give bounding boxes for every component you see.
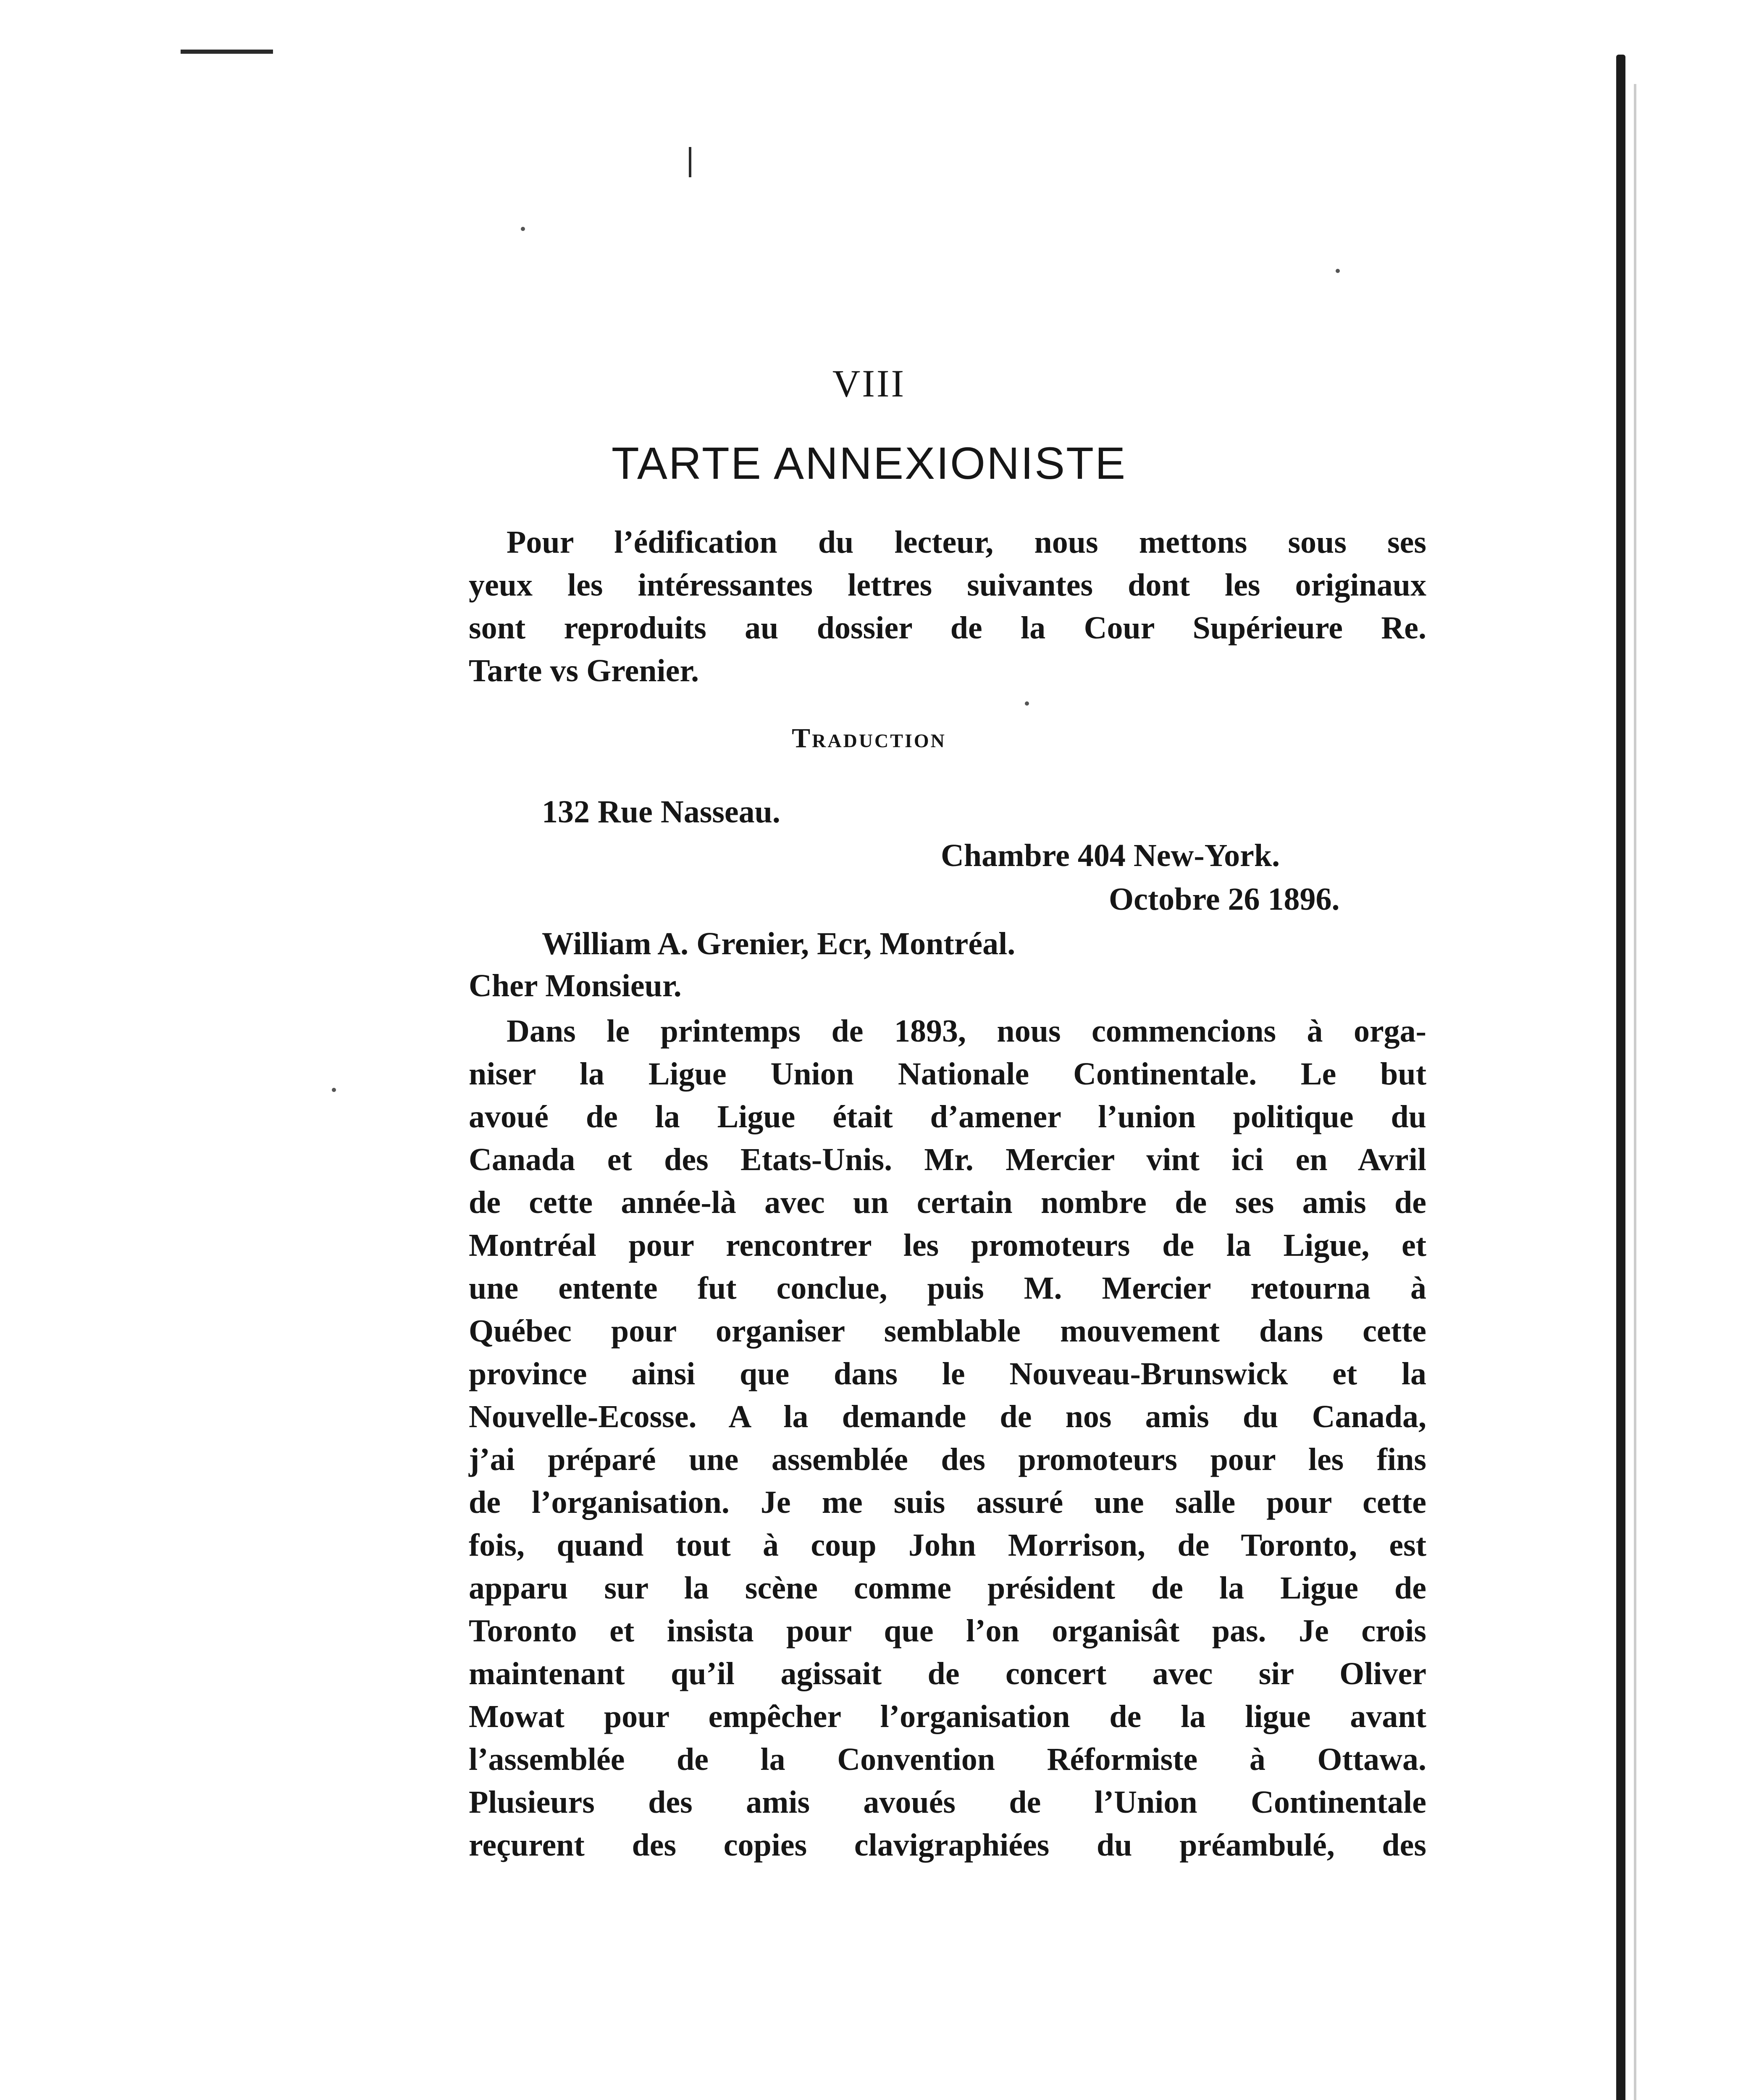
letter-address-street: 132 Rue Nasseau. <box>542 794 780 830</box>
letter-line: province ainsi que dans le Nouveau-Brunswick et la <box>469 1356 1426 1391</box>
letter-line: Dans le printemps de 1893, nous commencions à orga- <box>507 1013 1426 1049</box>
scan-mark-top-left <box>181 50 273 54</box>
letter-line: Nouvelle-Ecosse. A la demande de nos amis du Canada, <box>469 1399 1426 1434</box>
letter-line: une entente fut conclue, puis M. Mercier retourna à <box>469 1270 1426 1306</box>
letter-line: Toronto et insista pour que l’on organisât pas. Je crois <box>469 1613 1426 1648</box>
letter-line: reçurent des copies clavigraphiées du préambulé, des <box>469 1827 1426 1863</box>
letter-line: avoué de la Ligue était d’amener l’union politique du <box>469 1099 1426 1134</box>
letter-salutation: Cher Monsieur. <box>469 968 682 1003</box>
letter-line: Canada et des Etats-Unis. Mr. Mercier vint ici en Avril <box>469 1142 1426 1177</box>
letter-line: Montréal pour rencontrer les promoteurs de la Ligue, et <box>469 1228 1426 1263</box>
letter-line: j’ai préparé une assemblée des promoteurs pour les fins <box>469 1442 1426 1477</box>
intro-line: yeux les intéressantes lettres suivantes dont les originaux <box>469 567 1426 603</box>
intro-line: Pour l’édification du lecteur, nous mettons sous ses <box>507 525 1426 560</box>
letter-line: Québec pour organiser semblable mouvement dans cette <box>469 1313 1426 1349</box>
letter-line: de cette année-là avec un certain nombre de ses amis de <box>469 1185 1426 1220</box>
letter-line: niser la Ligue Union Nationale Continentale. Le but <box>469 1056 1426 1092</box>
intro-line: Tarte vs Grenier. <box>469 653 699 688</box>
letter-address-room: Chambre 404 New-York. <box>941 838 1280 873</box>
letter-line: apparu sur la scène comme président de la Ligue de <box>469 1570 1426 1606</box>
scan-speck <box>332 1088 336 1092</box>
scan-speck <box>1025 701 1029 706</box>
letter-line: Plusieurs des amis avoués de l’Union Continentale <box>469 1785 1426 1820</box>
letter-recipient: William A. Grenier, Ecr, Montréal. <box>542 926 1016 961</box>
chapter-number: VIII <box>832 362 906 405</box>
scan-speck <box>521 227 525 231</box>
letter-body <box>469 1010 1426 1866</box>
letter-line: l’assemblée de la Convention Réformiste à Ottawa. <box>469 1742 1426 1777</box>
letter-line: fois, quand tout à coup John Morrison, de Toronto, est <box>469 1528 1426 1563</box>
intro-paragraph <box>469 521 1426 692</box>
translation-caption: Traduction <box>792 723 946 753</box>
letter-line: de l’organisation. Je me suis assuré une salle pour cette <box>469 1485 1426 1520</box>
chapter-title: TARTE ANNEXIONISTE <box>611 438 1127 488</box>
scan-speck <box>1336 269 1340 273</box>
letter-date: Octobre 26 1896. <box>1109 882 1340 917</box>
letter-line: maintenant qu’il agissait de concert avec sir Oliver <box>469 1656 1426 1691</box>
letter-line: Mowat pour empêcher l’organisation de la ligue avant <box>469 1699 1426 1734</box>
intro-line: sont reproduits au dossier de la Cour Supérieure Re. <box>469 610 1426 646</box>
scan-mark-cursor <box>689 147 691 177</box>
